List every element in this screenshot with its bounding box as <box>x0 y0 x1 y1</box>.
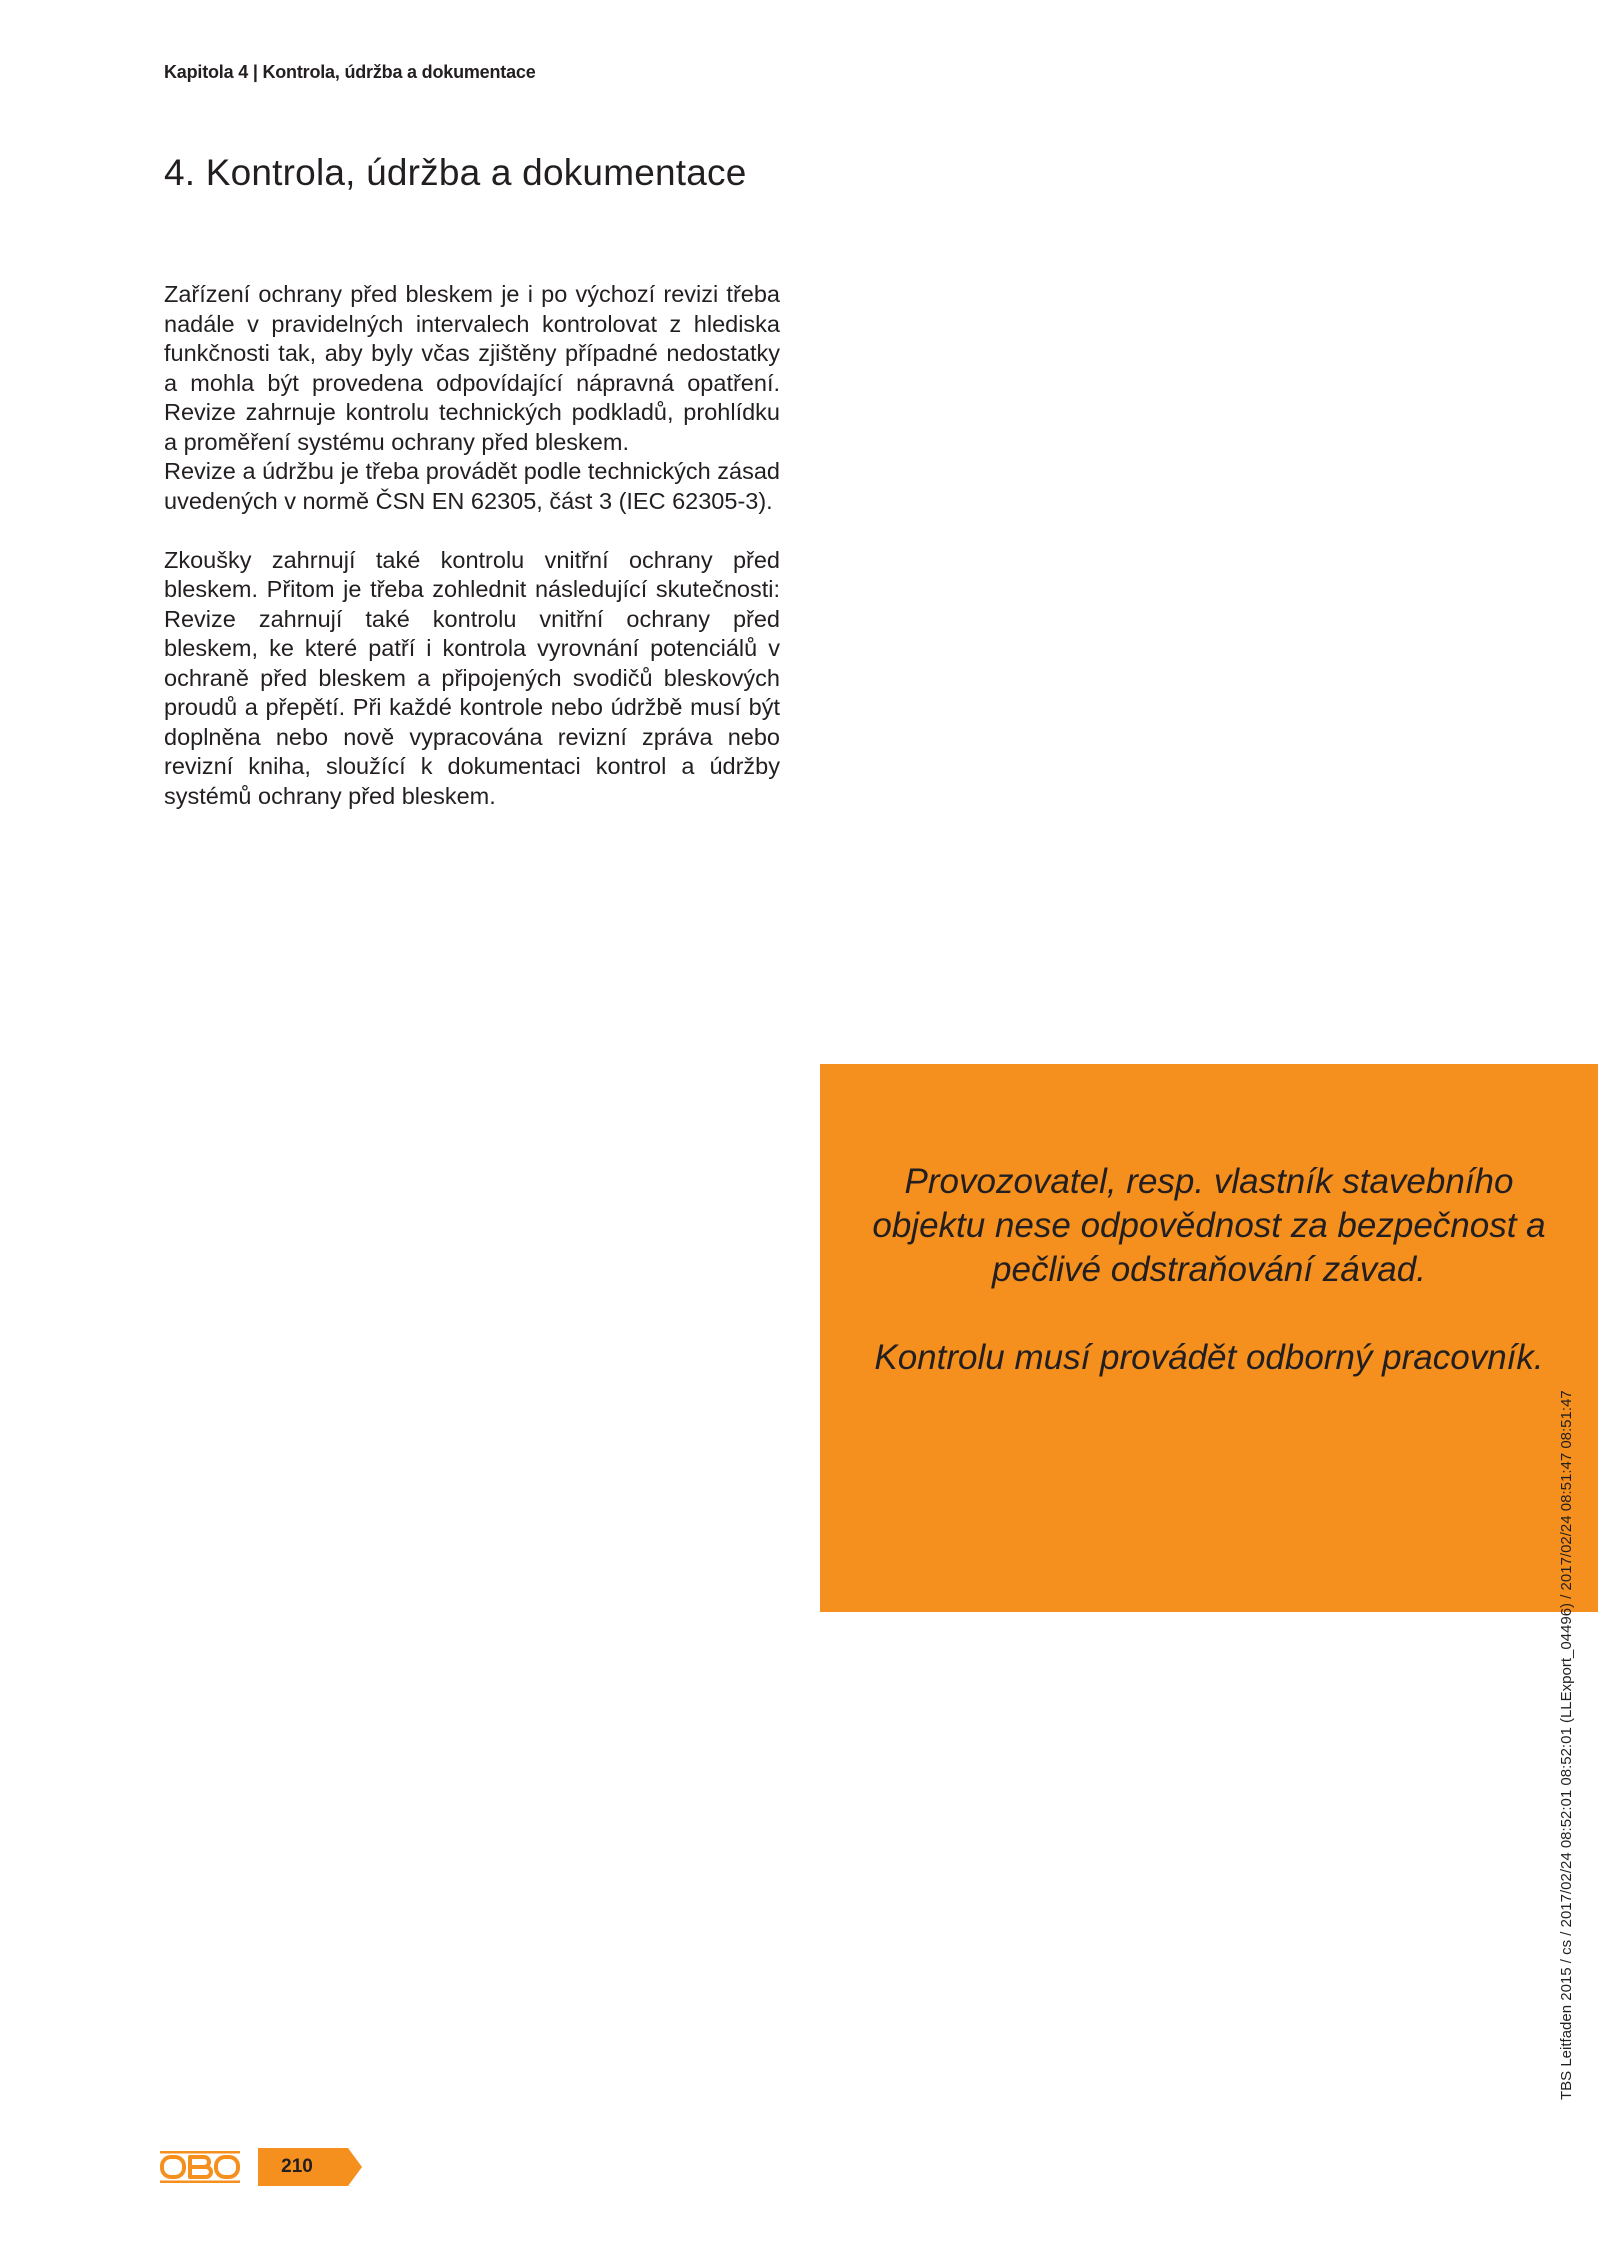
page-number: 210 <box>281 2156 313 2177</box>
running-header: Kapitola 4 | Kontrola, údržba a dokumentace <box>164 62 536 82</box>
paragraph-inspection-intervals: Zařízení ochrany před bleskem je i po výchozí revizi třeba nadále v pravidelných intervalech kontrolovat z hlediska funkčnosti tak, aby byly včas zjištěny případné nedostatky a mohla být provedena odpovídající nápravná opatření. Revize zahrnuje kontrolu technických podkladů, prohlídku a proměření systému ochrany před bleskem. <box>164 281 780 455</box>
chapter-title: 4. Kontrola, údržba a dokumentace <box>164 152 747 193</box>
body-text <box>164 280 780 811</box>
callout-statement-qualified-worker: Kontrolu musí provádět odborný pracovník. <box>874 1338 1544 1377</box>
obo-logo-icon <box>160 2150 240 2184</box>
paragraph-standard-reference: Revize a údržbu je třeba provádět podle technických zásad uvedených v normě ČSN EN 62305, část 3 (IEC 62305-3). <box>164 458 780 514</box>
side-print-stamp: TBS Leitfaden 2015 / cs / 2017/02/24 08:52:01 08:52:01 (LLExport_04496) / 2017/02/24 08:51:47 08:51:47 <box>1558 1390 1575 2100</box>
paragraph-internal-protection: Zkoušky zahrnují také kontrolu vnitřní ochrany před bleskem. Přitom je třeba zohlednit následující skutečnosti: Revize zahrnují také kontrolu vnitřní ochrany před bleskem, ke které patří i kontrola vyrovnání potenciálů v ochraně před bleskem a připojených svodičů bleskových proudů a přepětí. Při každé kontrole nebo údržbě musí být doplněna nebo nově vypracována revizní zpráva nebo revizní kniha, sloužící k dokumentaci kontrol a údržby systémů ochrany před bleskem. <box>164 546 780 809</box>
callout-text <box>860 1160 1558 1380</box>
callout-statement-responsibility: Provozovatel, resp. vlastník stavebního objektu nese odpovědnost za bezpečnost a pečlivé odstraňování závad. <box>872 1162 1546 1289</box>
orange-callout-box <box>820 1064 1598 1612</box>
